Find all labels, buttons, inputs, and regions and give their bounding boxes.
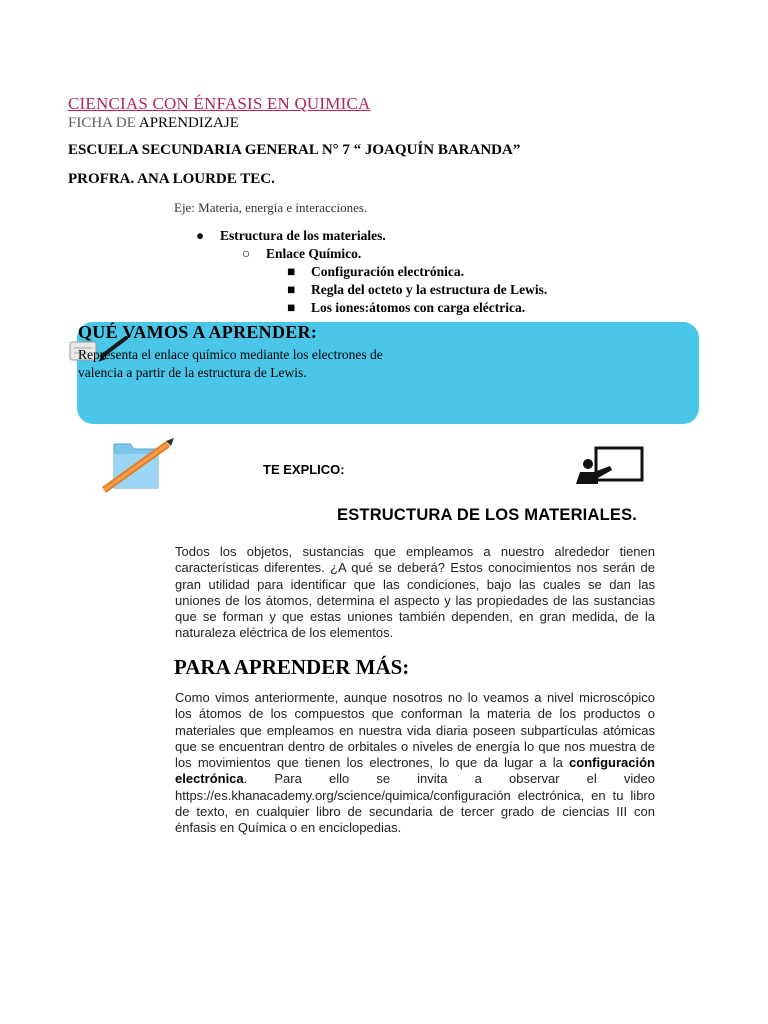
outline-item-level3: [287, 300, 525, 316]
paragraph-text: . Para ello se invita a observar el video https://es.khanacademy.org/science/quimica/configuración electrónica, en tu libro de texto, en cualquier libro de secundaria de tercer grado de ciencias III con énfasis en Química o en enciclopedias.: [175, 771, 655, 836]
te-explico-label: TE EXPLICO:: [263, 462, 345, 477]
eje-line: Eje: Materia, energía e interacciones.: [174, 200, 368, 215]
paragraph-text: Como vimos anteriormente, aunque nosotros no lo veamos a nivel microscópico los átomos de los compuestos que conforman la materia de los productos o materiales que empleamos en nuestra vida diaria poseen subpartículas atómicas que se encuentran dentro de orbitales o niveles de energía lo que nos muestra de los movimientos que tienen los electrones, lo que da lugar a la: [175, 690, 655, 771]
document-title: CIENCIAS CON ÉNFASIS EN QUIMICA: [68, 94, 371, 113]
intro-paragraph: Todos los objetos, sustancias que empleamos a nuestro alrededor tienen características diferentes. ¿A qué se deberá? Estos conocimientos nos serán de gran utilidad para identificar que las condiciones, bajo las cuales se dan las uniones de los átomos, determina el aspecto y las propiedades de las sustancias que se forman y que estas uniones también dependen, en gran medida, de la naturaleza eléctrica de los elementos.: [175, 544, 655, 641]
section-title: ESTRUCTURA DE LOS MATERIALES.: [337, 506, 638, 524]
outline-text: Configuración electrónica.: [311, 264, 464, 279]
folder-pencil-icon: [100, 436, 176, 499]
learning-goal-line: Representa el enlace químico mediante los electrones de: [78, 347, 383, 362]
outline-text: Los iones:átomos con carga eléctrica.: [311, 300, 526, 315]
outline-bullet-icon: ■: [287, 264, 296, 279]
outline-item-level2: [242, 246, 361, 262]
ficha-prefix: FICHA DE: [68, 115, 136, 131]
outline-bullet-icon: ●: [196, 228, 205, 243]
outline-text: Regla del octeto y la estructura de Lewis.: [311, 282, 548, 297]
ficha-label: [68, 115, 239, 132]
school-name: ESCUELA SECUNDARIA GENERAL N° 7 “ JOAQUÍN BARANDA”: [68, 142, 521, 158]
outline-text: Estructura de los materiales.: [220, 228, 386, 243]
learning-goal-line: valencia a partir de la estructura de Lewis.: [78, 365, 307, 380]
outline-bullet-icon: ○: [242, 246, 251, 261]
outline-text: Enlace Químico.: [266, 246, 362, 261]
outline-bullet-icon: ■: [287, 300, 296, 315]
teacher-board-icon: [574, 444, 646, 491]
ficha-rest: APRENDIZAJE: [138, 115, 239, 131]
outline-bullet-icon: ■: [287, 282, 296, 297]
learning-goal-title: QUÉ VAMOS A APRENDER:: [78, 322, 318, 342]
outline-item-level3: [287, 264, 464, 280]
outline-item-level1: [196, 228, 386, 244]
learn-more-paragraph: [175, 690, 655, 837]
teacher-name: PROFRA. ANA LOURDE TEC.: [68, 171, 275, 187]
outline-item-level3: [287, 282, 547, 298]
para-aprender-title: PARA APRENDER MÁS:: [174, 655, 410, 679]
bold-term: configuración electrónica: [175, 755, 655, 787]
learning-goal-text: [78, 346, 478, 382]
